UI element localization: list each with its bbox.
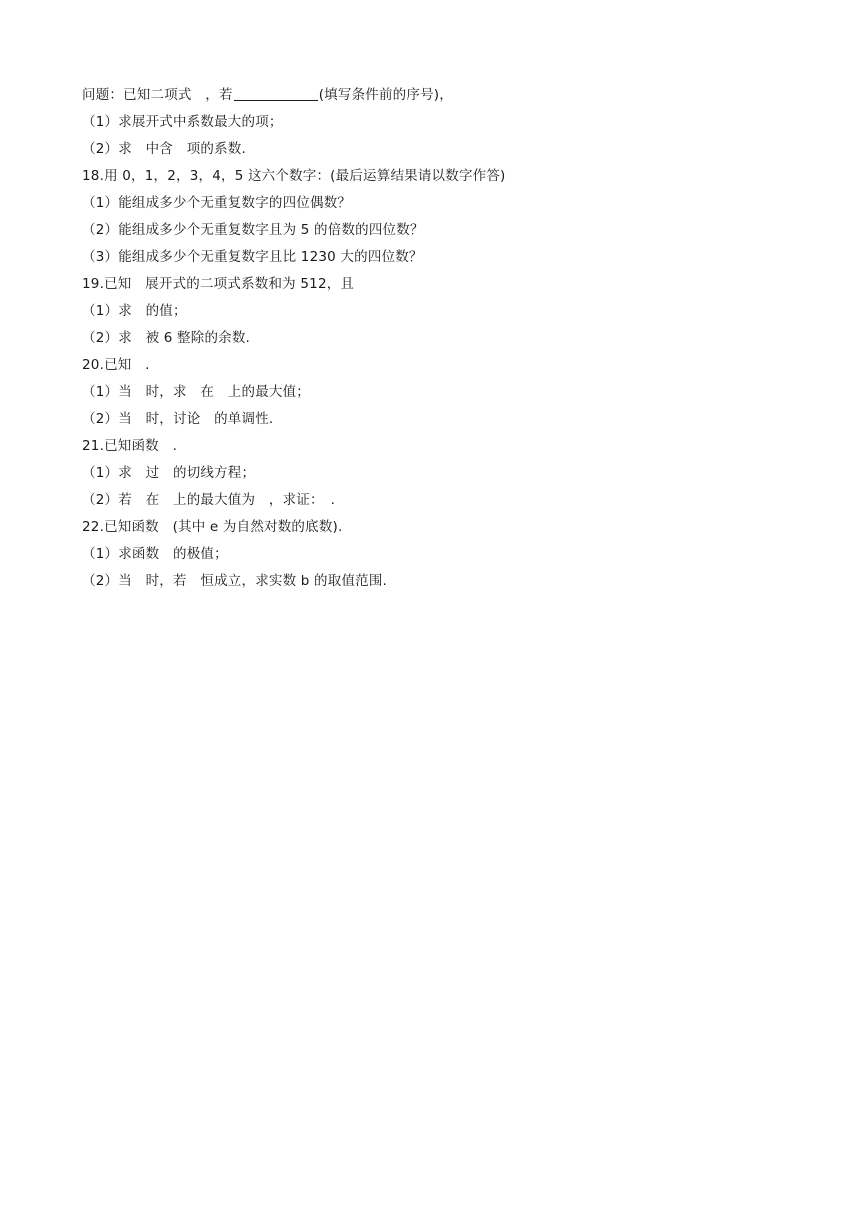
q22-part1-line: （1）求函数 的极值；: [82, 546, 228, 562]
q18-part1-line: （1）能组成多少个无重复数字的四位偶数？: [82, 195, 352, 211]
problem-intro-line: [82, 82, 782, 109]
q17-part1-line: （1）求展开式中系数最大的项；: [82, 114, 283, 130]
q21-part1-line: （1）求 过 的切线方程；: [82, 465, 256, 481]
q19-part1-line: （1）求 的值；: [82, 303, 187, 319]
problem-intro-text: 问题：已知二项式 ，若: [82, 87, 233, 103]
q18-part3-line: （3）能组成多少个无重复数字且比 1230 大的四位数？: [82, 249, 423, 265]
q18-part2-line: （2）能组成多少个无重复数字且为 5 的倍数的四位数？: [82, 222, 424, 238]
q21-title-line: 21.已知函数 .: [82, 438, 178, 454]
q22-part2-line: （2）当 时，若 恒成立，求实数 b 的取值范围.: [82, 573, 388, 589]
answer-blank: [234, 85, 318, 101]
document-page: [82, 82, 782, 595]
q20-part1-line: （1）当 时，求 在 上的最大值；: [82, 384, 310, 400]
q21-part2-line: （2）若 在 上的最大值为 ，求证： .: [82, 492, 336, 508]
problem-intro-suffix: (填写条件前的序号)，: [318, 87, 453, 103]
q22-title-line: 22.已知函数 (其中 e 为自然对数的底数).: [82, 519, 343, 535]
q18-title-line: 18.用 0，1，2，3，4，5 这六个数字：(最后运算结果请以数字作答): [82, 168, 506, 184]
q20-part2-line: （2）当 时，讨论 的单调性.: [82, 411, 274, 427]
q20-title-line: 20.已知 .: [82, 357, 150, 373]
q17-part2-line: （2）求 中含 项的系数.: [82, 141, 246, 157]
q19-part2-line: （2）求 被 6 整除的余数.: [82, 330, 251, 346]
q19-title-line: 19.已知 展开式的二项式系数和为 512，且: [82, 276, 355, 292]
